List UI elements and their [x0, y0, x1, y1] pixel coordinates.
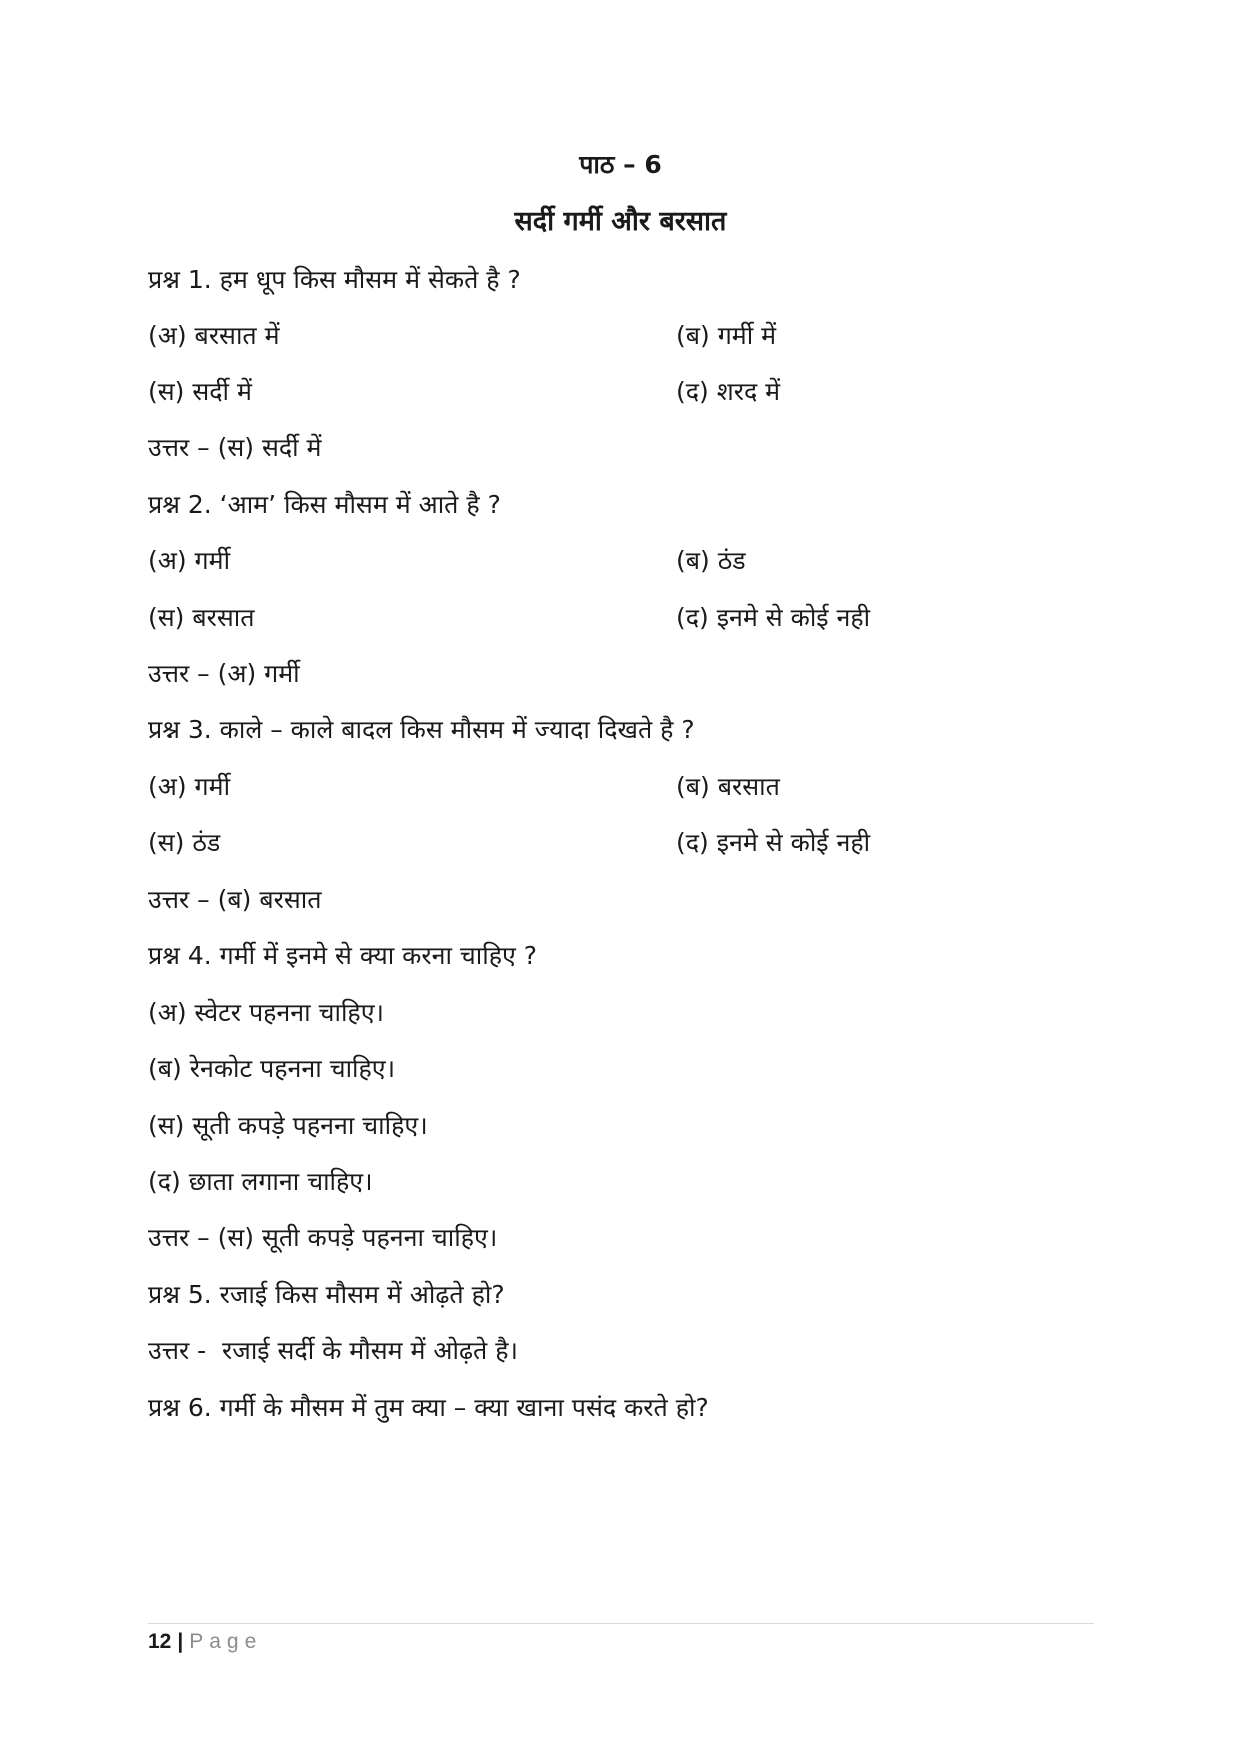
page-title: सर्दी गर्मी और बरसात — [514, 206, 727, 237]
footer-separator: | — [177, 1630, 184, 1653]
q4-option-b: (ब) रेनकोट पहनना चाहिए। — [148, 1054, 396, 1083]
question-2: प्रश्न 2. ‘आम’ किस मौसम में आते है ? — [148, 490, 501, 519]
footer-divider — [148, 1623, 1094, 1624]
question-1: प्रश्न 1. हम धूप किस मौसम में सेकते है ? — [148, 265, 521, 294]
q4-option-d: (द) छाता लगाना चाहिए। — [148, 1167, 373, 1196]
q4-option-a: (अ) स्वेटर पहनना चाहिए। — [148, 998, 384, 1027]
question-5: प्रश्न 5. रजाई किस मौसम में ओढ़ते हो? — [148, 1280, 505, 1309]
q3-option-a: (अ) गर्मी — [148, 772, 231, 801]
q3-option-c: (स) ठंड — [148, 828, 221, 857]
q2-option-c: (स) बरसात — [148, 603, 255, 632]
q5-answer: उत्तर - रजाई सर्दी के मौसम में ओढ़ते है। — [148, 1336, 518, 1365]
q1-option-d: (द) शरद में — [676, 377, 781, 406]
q1-option-b: (ब) गर्मी में — [676, 321, 777, 350]
chapter-heading: पाठ – 6 — [579, 150, 662, 179]
q3-answer: उत्तर – (ब) बरसात — [148, 885, 322, 914]
q2-answer: उत्तर – (अ) गर्मी — [148, 659, 300, 688]
q2-option-b: (ब) ठंड — [676, 546, 746, 575]
page-label: Page — [189, 1630, 263, 1653]
question-3: प्रश्न 3. काले – काले बादल किस मौसम में ज्यादा दिखते है ? — [148, 715, 695, 744]
q1-answer: उत्तर – (स) सर्दी में — [148, 433, 322, 462]
q4-answer: उत्तर – (स) सूती कपड़े पहनना चाहिए। — [148, 1223, 498, 1252]
q1-option-a: (अ) बरसात में — [148, 321, 280, 350]
q2-option-d: (द) इनमे से कोई नही — [676, 603, 871, 632]
page-number: 12 — [148, 1630, 172, 1653]
q3-option-b: (ब) बरसात — [676, 772, 780, 801]
q1-option-c: (स) सर्दी में — [148, 377, 252, 406]
q2-option-a: (अ) गर्मी — [148, 546, 231, 575]
question-4: प्रश्न 4. गर्मी में इनमे से क्या करना चाहिए ? — [148, 941, 538, 970]
page-footer — [148, 1627, 262, 1657]
question-6: प्रश्न 6. गर्मी के मौसम में तुम क्या – क्या खाना पसंद करते हो? — [148, 1393, 709, 1422]
q4-option-c: (स) सूती कपड़े पहनना चाहिए। — [148, 1111, 428, 1140]
q3-option-d: (द) इनमे से कोई नही — [676, 828, 871, 857]
